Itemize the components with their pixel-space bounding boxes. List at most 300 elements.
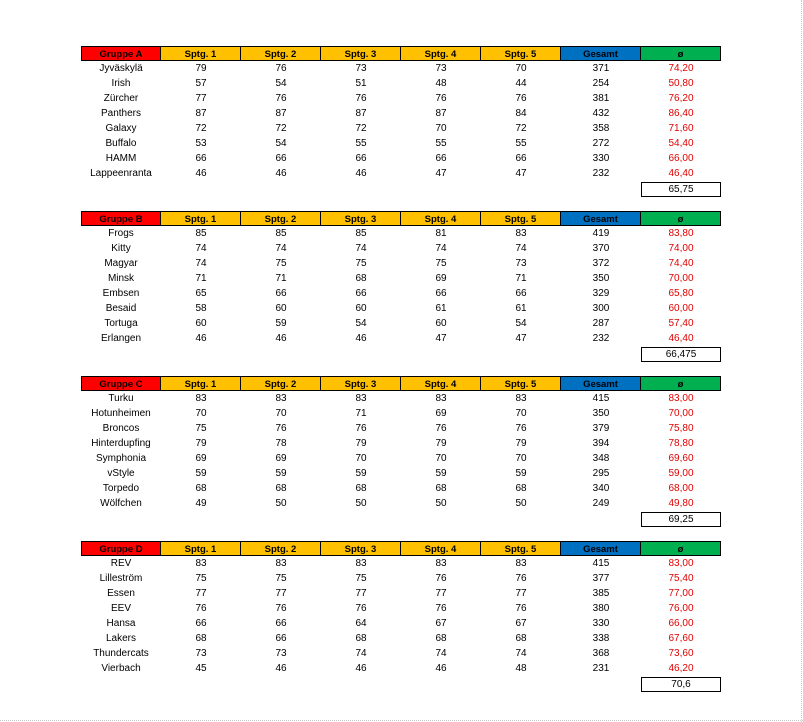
column-header-avg: ø bbox=[641, 541, 721, 556]
sptg4-score: 68 bbox=[435, 633, 447, 644]
gesamt-score: 419 bbox=[592, 228, 610, 239]
team-name: Irish bbox=[111, 78, 131, 89]
sptg2-score: 75 bbox=[275, 573, 287, 584]
sptg3-score: 72 bbox=[355, 123, 367, 134]
gesamt-score: 379 bbox=[592, 423, 610, 434]
sptg4-score: 69 bbox=[435, 408, 447, 419]
sptg1-score: 76 bbox=[195, 603, 207, 614]
column-header-gesamt: Gesamt bbox=[561, 46, 641, 61]
team-name: REV bbox=[110, 558, 132, 569]
team-name: Lakers bbox=[105, 633, 136, 644]
column-header-sptg3: Sptg. 3 bbox=[321, 211, 401, 226]
sptg2-score: 66 bbox=[275, 633, 287, 644]
team-name: Galaxy bbox=[105, 123, 137, 134]
sptg5-score: 70 bbox=[515, 453, 527, 464]
group-title: Gruppe B bbox=[81, 211, 161, 226]
sptg3-score: 68 bbox=[355, 273, 367, 284]
team-average: 46,20 bbox=[668, 663, 694, 674]
sptg4-score: 66 bbox=[435, 153, 447, 164]
team-name: Thundercats bbox=[93, 648, 149, 659]
sptg1-score: 46 bbox=[195, 333, 207, 344]
sptg4-score: 76 bbox=[435, 423, 447, 434]
gesamt-score: 381 bbox=[592, 93, 610, 104]
team-row bbox=[81, 256, 722, 271]
gesamt-score: 358 bbox=[592, 123, 610, 134]
group-title: Gruppe D bbox=[81, 541, 161, 556]
team-name: Hansa bbox=[106, 618, 136, 629]
team-row bbox=[81, 661, 722, 676]
sptg5-score: 83 bbox=[515, 393, 527, 404]
sptg1-score: 45 bbox=[195, 663, 207, 674]
sptg2-score: 46 bbox=[275, 168, 287, 179]
gesamt-score: 287 bbox=[592, 318, 610, 329]
sptg1-score: 65 bbox=[195, 288, 207, 299]
sptg2-score: 54 bbox=[275, 138, 287, 149]
sptg1-score: 85 bbox=[195, 228, 207, 239]
team-row bbox=[81, 271, 722, 286]
team-average: 50,80 bbox=[668, 78, 694, 89]
team-name: Panthers bbox=[100, 108, 142, 119]
team-row bbox=[81, 151, 722, 166]
sptg2-score: 73 bbox=[275, 648, 287, 659]
team-name: Zürcher bbox=[103, 93, 139, 104]
sptg5-score: 70 bbox=[515, 63, 527, 74]
column-header-sptg5: Sptg. 5 bbox=[481, 46, 561, 61]
group-header-row bbox=[81, 541, 722, 556]
sptg3-score: 46 bbox=[355, 168, 367, 179]
sptg5-score: 76 bbox=[515, 423, 527, 434]
sptg2-score: 46 bbox=[275, 333, 287, 344]
column-header-sptg2: Sptg. 2 bbox=[241, 211, 321, 226]
team-row bbox=[81, 556, 722, 571]
sptg2-score: 60 bbox=[275, 303, 287, 314]
team-row bbox=[81, 421, 722, 436]
team-name: Vierbach bbox=[101, 663, 141, 674]
team-row bbox=[81, 616, 722, 631]
sptg2-score: 69 bbox=[275, 453, 287, 464]
sptg1-score: 49 bbox=[195, 498, 207, 509]
sptg4-score: 47 bbox=[435, 168, 447, 179]
column-header-avg: ø bbox=[641, 211, 721, 226]
gesamt-score: 254 bbox=[592, 78, 610, 89]
team-name: Lilleström bbox=[99, 573, 143, 584]
team-row bbox=[81, 586, 722, 601]
sptg4-score: 50 bbox=[435, 498, 447, 509]
sptg5-score: 59 bbox=[515, 468, 527, 479]
group-table bbox=[81, 46, 722, 197]
sptg4-score: 61 bbox=[435, 303, 447, 314]
sptg1-score: 72 bbox=[195, 123, 207, 134]
sptg2-score: 59 bbox=[275, 468, 287, 479]
sptg4-score: 55 bbox=[435, 138, 447, 149]
sptg3-score: 68 bbox=[355, 483, 367, 494]
gesamt-score: 272 bbox=[592, 138, 610, 149]
sptg3-score: 75 bbox=[355, 573, 367, 584]
sptg3-score: 46 bbox=[355, 663, 367, 674]
team-average: 54,40 bbox=[668, 138, 694, 149]
team-row bbox=[81, 406, 722, 421]
sptg3-score: 66 bbox=[355, 153, 367, 164]
sptg4-score: 76 bbox=[435, 573, 447, 584]
team-row bbox=[81, 106, 722, 121]
group-title: Gruppe A bbox=[81, 46, 161, 61]
sptg5-score: 83 bbox=[515, 228, 527, 239]
team-row bbox=[81, 481, 722, 496]
sptg3-score: 75 bbox=[355, 258, 367, 269]
team-name: Hinterdupfing bbox=[91, 438, 151, 449]
team-name: Turku bbox=[108, 393, 134, 404]
sptg5-score: 70 bbox=[515, 408, 527, 419]
column-header-sptg2: Sptg. 2 bbox=[241, 376, 321, 391]
sptg1-score: 68 bbox=[195, 483, 207, 494]
sptg1-score: 83 bbox=[195, 558, 207, 569]
sptg5-score: 47 bbox=[515, 168, 527, 179]
team-average: 83,00 bbox=[668, 393, 694, 404]
sptg2-score: 68 bbox=[275, 483, 287, 494]
sptg4-score: 68 bbox=[435, 483, 447, 494]
group-title: Gruppe C bbox=[81, 376, 161, 391]
gesamt-score: 232 bbox=[592, 333, 610, 344]
sptg1-score: 66 bbox=[195, 618, 207, 629]
gesamt-score: 415 bbox=[592, 558, 610, 569]
sptg1-score: 66 bbox=[195, 153, 207, 164]
team-average: 76,20 bbox=[668, 93, 694, 104]
gesamt-score: 348 bbox=[592, 453, 610, 464]
team-average: 66,00 bbox=[668, 153, 694, 164]
sptg1-score: 69 bbox=[195, 453, 207, 464]
column-header-avg: ø bbox=[641, 376, 721, 391]
sptg2-score: 74 bbox=[275, 243, 287, 254]
column-header-sptg1: Sptg. 1 bbox=[161, 46, 241, 61]
gesamt-score: 330 bbox=[592, 618, 610, 629]
sptg5-score: 74 bbox=[515, 648, 527, 659]
sptg5-score: 76 bbox=[515, 93, 527, 104]
team-name: Frogs bbox=[108, 228, 134, 239]
sptg1-score: 74 bbox=[195, 258, 207, 269]
sptg5-score: 44 bbox=[515, 78, 527, 89]
sptg2-score: 66 bbox=[275, 153, 287, 164]
sptg4-score: 81 bbox=[435, 228, 447, 239]
sptg3-score: 83 bbox=[355, 393, 367, 404]
sptg1-score: 68 bbox=[195, 633, 207, 644]
team-average: 71,60 bbox=[668, 123, 694, 134]
sptg3-score: 73 bbox=[355, 63, 367, 74]
sptg5-score: 84 bbox=[515, 108, 527, 119]
sptg4-score: 77 bbox=[435, 588, 447, 599]
sptg3-score: 51 bbox=[355, 78, 367, 89]
sptg3-score: 77 bbox=[355, 588, 367, 599]
sptg2-score: 75 bbox=[275, 258, 287, 269]
sptg3-score: 60 bbox=[355, 303, 367, 314]
sptg1-score: 57 bbox=[195, 78, 207, 89]
sptg5-score: 76 bbox=[515, 573, 527, 584]
sptg4-score: 46 bbox=[435, 663, 447, 674]
group-header-row bbox=[81, 211, 722, 226]
team-average: 76,00 bbox=[668, 603, 694, 614]
team-row bbox=[81, 301, 722, 316]
team-name: Torpedo bbox=[102, 483, 140, 494]
column-header-sptg4: Sptg. 4 bbox=[401, 541, 481, 556]
sptg3-score: 46 bbox=[355, 333, 367, 344]
team-name: Wölfchen bbox=[100, 498, 142, 509]
team-name: Essen bbox=[107, 588, 135, 599]
team-average: 86,40 bbox=[668, 108, 694, 119]
sptg3-score: 85 bbox=[355, 228, 367, 239]
sptg4-score: 67 bbox=[435, 618, 447, 629]
sptg1-score: 46 bbox=[195, 168, 207, 179]
sptg4-score: 76 bbox=[435, 603, 447, 614]
team-average: 78,80 bbox=[668, 438, 694, 449]
column-header-sptg2: Sptg. 2 bbox=[241, 541, 321, 556]
column-header-sptg2: Sptg. 2 bbox=[241, 46, 321, 61]
column-header-sptg3: Sptg. 3 bbox=[321, 376, 401, 391]
sptg5-score: 76 bbox=[515, 603, 527, 614]
team-average: 75,40 bbox=[668, 573, 694, 584]
sptg5-score: 73 bbox=[515, 258, 527, 269]
gesamt-score: 415 bbox=[592, 393, 610, 404]
sptg1-score: 70 bbox=[195, 408, 207, 419]
sptg2-score: 72 bbox=[275, 123, 287, 134]
sptg1-score: 58 bbox=[195, 303, 207, 314]
team-row bbox=[81, 166, 722, 181]
sptg5-score: 67 bbox=[515, 618, 527, 629]
gesamt-score: 385 bbox=[592, 588, 610, 599]
group-average-row bbox=[81, 182, 722, 197]
sptg4-score: 75 bbox=[435, 258, 447, 269]
sptg2-score: 76 bbox=[275, 93, 287, 104]
sptg2-score: 83 bbox=[275, 558, 287, 569]
team-average: 66,00 bbox=[668, 618, 694, 629]
sptg4-score: 66 bbox=[435, 288, 447, 299]
sptg2-score: 46 bbox=[275, 663, 287, 674]
team-name: Magyar bbox=[104, 258, 138, 269]
sptg1-score: 79 bbox=[195, 438, 207, 449]
sptg4-score: 60 bbox=[435, 318, 447, 329]
team-average: 77,00 bbox=[668, 588, 694, 599]
team-average: 74,00 bbox=[668, 243, 694, 254]
team-average: 69,60 bbox=[668, 453, 694, 464]
team-name: Lappeenranta bbox=[90, 168, 152, 179]
team-row bbox=[81, 241, 722, 256]
team-name: HAMM bbox=[105, 153, 137, 164]
sptg3-score: 76 bbox=[355, 423, 367, 434]
sptg3-score: 76 bbox=[355, 93, 367, 104]
sptg4-score: 47 bbox=[435, 333, 447, 344]
team-row bbox=[81, 76, 722, 91]
gesamt-score: 377 bbox=[592, 573, 610, 584]
team-row bbox=[81, 451, 722, 466]
sptg2-score: 83 bbox=[275, 393, 287, 404]
column-header-gesamt: Gesamt bbox=[561, 376, 641, 391]
team-row bbox=[81, 91, 722, 106]
team-row bbox=[81, 331, 722, 346]
gesamt-score: 371 bbox=[592, 63, 610, 74]
team-row bbox=[81, 571, 722, 586]
sptg2-score: 76 bbox=[275, 603, 287, 614]
sptg2-score: 76 bbox=[275, 63, 287, 74]
group-table bbox=[81, 541, 722, 692]
column-header-sptg1: Sptg. 1 bbox=[161, 376, 241, 391]
sptg5-score: 54 bbox=[515, 318, 527, 329]
sptg3-score: 87 bbox=[355, 108, 367, 119]
group-average-row bbox=[81, 512, 722, 527]
team-row bbox=[81, 136, 722, 151]
page-edge-bottom bbox=[0, 720, 803, 721]
sptg2-score: 76 bbox=[275, 423, 287, 434]
gesamt-score: 340 bbox=[592, 483, 610, 494]
gesamt-score: 338 bbox=[592, 633, 610, 644]
team-average: 83,00 bbox=[668, 558, 694, 569]
sptg5-score: 68 bbox=[515, 483, 527, 494]
gesamt-score: 368 bbox=[592, 648, 610, 659]
team-row bbox=[81, 646, 722, 661]
sptg2-score: 87 bbox=[275, 108, 287, 119]
sptg5-score: 72 bbox=[515, 123, 527, 134]
team-average: 59,00 bbox=[668, 468, 694, 479]
team-row bbox=[81, 466, 722, 481]
sptg5-score: 79 bbox=[515, 438, 527, 449]
column-header-sptg4: Sptg. 4 bbox=[401, 211, 481, 226]
team-name: Besaid bbox=[105, 303, 137, 314]
group-table bbox=[81, 211, 722, 362]
sptg3-score: 79 bbox=[355, 438, 367, 449]
sptg4-score: 87 bbox=[435, 108, 447, 119]
sptg1-score: 73 bbox=[195, 648, 207, 659]
sptg4-score: 74 bbox=[435, 648, 447, 659]
sptg2-score: 66 bbox=[275, 288, 287, 299]
sptg2-score: 77 bbox=[275, 588, 287, 599]
group-average-box: 65,75 bbox=[641, 182, 721, 197]
column-header-sptg5: Sptg. 5 bbox=[481, 376, 561, 391]
sptg4-score: 76 bbox=[435, 93, 447, 104]
column-header-sptg3: Sptg. 3 bbox=[321, 46, 401, 61]
sptg5-score: 74 bbox=[515, 243, 527, 254]
gesamt-score: 330 bbox=[592, 153, 610, 164]
sptg3-score: 50 bbox=[355, 498, 367, 509]
team-average: 46,40 bbox=[668, 168, 694, 179]
column-header-sptg5: Sptg. 5 bbox=[481, 211, 561, 226]
sptg1-score: 60 bbox=[195, 318, 207, 329]
sptg5-score: 71 bbox=[515, 273, 527, 284]
column-header-sptg4: Sptg. 4 bbox=[401, 46, 481, 61]
gesamt-score: 300 bbox=[592, 303, 610, 314]
page-edge-right bbox=[801, 0, 802, 722]
sptg1-score: 77 bbox=[195, 93, 207, 104]
sptg5-score: 66 bbox=[515, 153, 527, 164]
sptg5-score: 66 bbox=[515, 288, 527, 299]
team-average: 74,20 bbox=[668, 63, 694, 74]
column-header-sptg1: Sptg. 1 bbox=[161, 211, 241, 226]
team-average: 67,60 bbox=[668, 633, 694, 644]
gesamt-score: 350 bbox=[592, 408, 610, 419]
sptg3-score: 70 bbox=[355, 453, 367, 464]
sptg4-score: 83 bbox=[435, 558, 447, 569]
sptg3-score: 55 bbox=[355, 138, 367, 149]
team-average: 73,60 bbox=[668, 648, 694, 659]
sptg4-score: 70 bbox=[435, 123, 447, 134]
sptg4-score: 70 bbox=[435, 453, 447, 464]
sptg3-score: 64 bbox=[355, 618, 367, 629]
column-header-avg: ø bbox=[641, 46, 721, 61]
column-header-sptg4: Sptg. 4 bbox=[401, 376, 481, 391]
sptg1-score: 53 bbox=[195, 138, 207, 149]
sptg2-score: 78 bbox=[275, 438, 287, 449]
team-name: Jyväskylä bbox=[99, 63, 143, 74]
gesamt-score: 370 bbox=[592, 243, 610, 254]
team-name: Tortuga bbox=[104, 318, 138, 329]
team-average: 74,40 bbox=[668, 258, 694, 269]
sptg5-score: 48 bbox=[515, 663, 527, 674]
team-average: 57,40 bbox=[668, 318, 694, 329]
team-row bbox=[81, 316, 722, 331]
team-name: Embsen bbox=[102, 288, 140, 299]
sptg2-score: 59 bbox=[275, 318, 287, 329]
sptg5-score: 47 bbox=[515, 333, 527, 344]
sptg2-score: 85 bbox=[275, 228, 287, 239]
column-header-gesamt: Gesamt bbox=[561, 211, 641, 226]
sptg2-score: 54 bbox=[275, 78, 287, 89]
group-header-row bbox=[81, 376, 722, 391]
sptg4-score: 59 bbox=[435, 468, 447, 479]
team-name: vStyle bbox=[107, 468, 135, 479]
sptg1-score: 87 bbox=[195, 108, 207, 119]
gesamt-score: 231 bbox=[592, 663, 610, 674]
gesamt-score: 432 bbox=[592, 108, 610, 119]
column-header-sptg3: Sptg. 3 bbox=[321, 541, 401, 556]
sptg3-score: 76 bbox=[355, 603, 367, 614]
team-row bbox=[81, 61, 722, 76]
team-name: Minsk bbox=[107, 273, 135, 284]
sptg3-score: 71 bbox=[355, 408, 367, 419]
sptg1-score: 83 bbox=[195, 393, 207, 404]
team-row bbox=[81, 226, 722, 241]
team-name: EEV bbox=[110, 603, 131, 614]
column-header-gesamt: Gesamt bbox=[561, 541, 641, 556]
sptg4-score: 74 bbox=[435, 243, 447, 254]
sptg5-score: 50 bbox=[515, 498, 527, 509]
sptg5-score: 77 bbox=[515, 588, 527, 599]
group-table bbox=[81, 376, 722, 527]
team-name: Symphonia bbox=[95, 453, 147, 464]
team-average: 68,00 bbox=[668, 483, 694, 494]
sptg1-score: 75 bbox=[195, 423, 207, 434]
sptg4-score: 69 bbox=[435, 273, 447, 284]
team-name: Broncos bbox=[102, 423, 140, 434]
team-average: 49,80 bbox=[668, 498, 694, 509]
group-header-row bbox=[81, 46, 722, 61]
sptg2-score: 71 bbox=[275, 273, 287, 284]
group-average-row bbox=[81, 347, 722, 362]
sptg3-score: 68 bbox=[355, 633, 367, 644]
sptg3-score: 74 bbox=[355, 243, 367, 254]
team-row bbox=[81, 601, 722, 616]
group-average-row bbox=[81, 677, 722, 692]
sptg3-score: 54 bbox=[355, 318, 367, 329]
sptg4-score: 73 bbox=[435, 63, 447, 74]
sptg1-score: 77 bbox=[195, 588, 207, 599]
team-name: Buffalo bbox=[105, 138, 137, 149]
team-name: Hotunheimen bbox=[91, 408, 151, 419]
team-average: 65,80 bbox=[668, 288, 694, 299]
group-average-box: 69,25 bbox=[641, 512, 721, 527]
sptg2-score: 70 bbox=[275, 408, 287, 419]
column-header-sptg5: Sptg. 5 bbox=[481, 541, 561, 556]
sptg3-score: 66 bbox=[355, 288, 367, 299]
team-average: 70,00 bbox=[668, 273, 694, 284]
sptg5-score: 68 bbox=[515, 633, 527, 644]
team-average: 83,80 bbox=[668, 228, 694, 239]
gesamt-score: 295 bbox=[592, 468, 610, 479]
